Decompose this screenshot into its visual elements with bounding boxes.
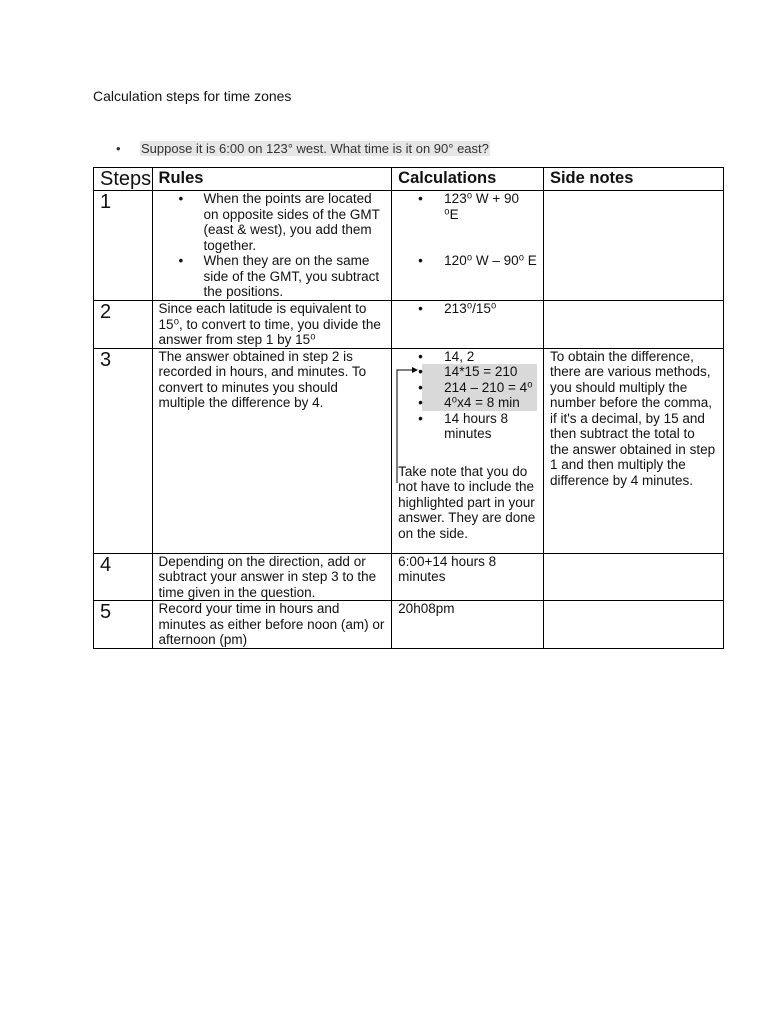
calculations-cell bbox=[392, 348, 544, 553]
header-side-notes: Side notes bbox=[543, 168, 723, 191]
table-row bbox=[94, 348, 724, 553]
side-notes-cell: To obtain the difference, there are various methods, you should multiply the number before the comma, if it's a decimal, by 15 and then subtract the total to the answer obtained in step 1 and then multiply the difference by 4 minutes. bbox=[543, 348, 723, 553]
calc-note: Take note that you do not have to include the highlighted part in your answer. They are done on the side. bbox=[398, 463, 536, 541]
table-row bbox=[94, 301, 724, 349]
steps-table bbox=[93, 167, 724, 649]
header-steps: Steps bbox=[94, 168, 153, 191]
list-item: • When the points are located on opposite sides of the GMT (east & west), you add them together. bbox=[159, 191, 386, 253]
highlighted-item: • 4⁰x4 = 8 min bbox=[422, 395, 537, 411]
table-row bbox=[94, 191, 724, 301]
side-notes-cell bbox=[543, 301, 723, 349]
list-item: • When they are on the same side of the GMT, you subtract the positions. bbox=[159, 253, 386, 300]
side-notes-cell bbox=[543, 601, 723, 649]
rules-cell bbox=[152, 191, 392, 301]
list-item: • 213⁰/15⁰ bbox=[398, 301, 537, 317]
highlighted-item: • 14*15 = 210 bbox=[422, 364, 537, 380]
rules-cell: The answer obtained in step 2 is recorded in hours, and minutes. To convert to minutes you should multiple the difference by 4. bbox=[152, 348, 392, 553]
step-number: 5 bbox=[94, 601, 153, 649]
header-row bbox=[94, 168, 724, 191]
header-rules: Rules bbox=[152, 168, 392, 191]
calculations-cell bbox=[392, 191, 544, 301]
step-number: 3 bbox=[94, 348, 153, 553]
bullet-dot: • bbox=[116, 141, 121, 156]
side-notes-cell bbox=[543, 553, 723, 601]
header-calculations: Calculations bbox=[392, 168, 544, 191]
page-title: Calculation steps for time zones bbox=[93, 88, 292, 104]
step-number: 1 bbox=[94, 191, 153, 301]
list-item: • 123⁰ W + 90 ⁰E bbox=[398, 191, 537, 222]
rules-cell: Since each latitude is equivalent to 15⁰, to convert to time, you divide the answer from step 1 by 15⁰ bbox=[152, 301, 392, 349]
list-item: • 120⁰ W – 90⁰ E bbox=[398, 253, 537, 269]
calculations-cell: 6:00+14 hours 8 minutes bbox=[392, 553, 544, 601]
table-row bbox=[94, 553, 724, 601]
list-item: • 14 hours 8 minutes bbox=[398, 411, 537, 442]
table-row bbox=[94, 601, 724, 649]
highlighted-item: • 214 – 210 = 4⁰ bbox=[422, 380, 537, 396]
step-number: 2 bbox=[94, 301, 153, 349]
question-line bbox=[116, 141, 490, 157]
list-item: • 14, 2 bbox=[398, 349, 537, 365]
calculations-cell: 20h08pm bbox=[392, 601, 544, 649]
calculations-cell bbox=[392, 301, 544, 349]
rules-cell: Record your time in hours and minutes as either before noon (am) or afternoon (pm) bbox=[152, 601, 392, 649]
step-number: 4 bbox=[94, 553, 153, 601]
side-notes-cell bbox=[543, 191, 723, 301]
question-text: Suppose it is 6:00 on 123° west. What time is it on 90° east? bbox=[141, 141, 489, 156]
rules-cell: Depending on the direction, add or subtract your answer in step 3 to the time given in the question. bbox=[152, 553, 392, 601]
